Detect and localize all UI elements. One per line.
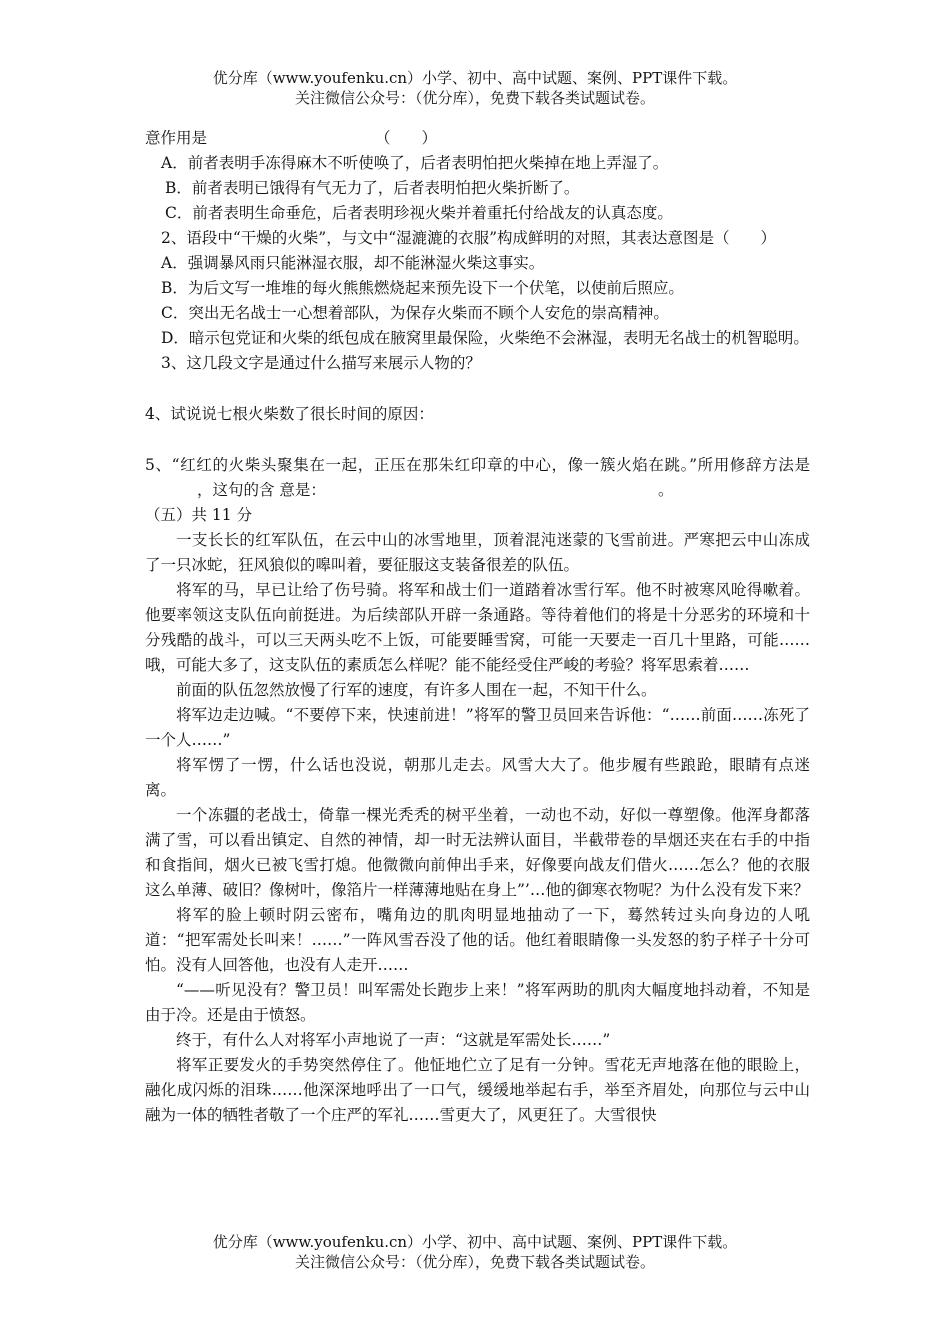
header-line-1: 优分库（www.youfenku.cn）小学、初中、高中试题、案例、PPT课件下载。 bbox=[212, 69, 738, 87]
page-header bbox=[0, 68, 950, 108]
section-5-title: （五）共 11 分 bbox=[145, 506, 253, 524]
q1-option-c: C．前者表明生命垂危，后者表明珍视火柴并着重托付给战友的认真态度。 bbox=[165, 204, 673, 222]
page-footer bbox=[0, 1232, 950, 1272]
passage-paragraph: 将军愣了一愣，什么话也没说，朝那儿走去。风雪大大了。他步履有些踉跄，眼睛有点迷离。 bbox=[145, 756, 810, 799]
footer-line-2: 关注微信公众号：（优分库），免费下载各类试题试卷。 bbox=[294, 1253, 655, 1271]
header-line-2: 关注微信公众号：（优分库），免费下载各类试题试卷。 bbox=[294, 89, 655, 107]
q1-option-a: A．前者表明手冻得麻木不听使唤了，后者表明怕把火柴掉在地上弄湿了。 bbox=[161, 154, 669, 172]
passage-paragraph: 将军的马，早已让给了伤号骑。将军和战士们一道踏着冰雪行军。他不时被寒风呛得嗽着。他要率领这支队伍向前挺进。为后续部队开辟一条通路。等待着他们的将是十分恶劣的环境和十分残酷的战斗，可以三天两头吃不上饭，可能要睡雪窝，可能一天要走一百几十里路，可能……哦，可能大多了，这支队伍的素质怎么样呢？能不能经受住严峻的考验？将军思索着…… bbox=[145, 581, 810, 674]
q5-stem: 5、“红红的火柴头聚集在一起，正压在那朱红印章的中心，像一簇火焰在跳。”所用修辞方法是，这句的含 意是： 。 bbox=[145, 456, 810, 499]
passage-paragraph: 终于，有什么人对将军小声地说了一声：“这就是军需处长……” bbox=[176, 1031, 611, 1049]
q2-option-a: A．强调暴风雨只能淋湿衣服，却不能淋湿火柴这事实。 bbox=[161, 254, 545, 272]
passage-paragraph: 将军正要发火的手势突然停住了。他怔地伫立了足有一分钟。雪花无声地落在他的眼睑上，融化成闪烁的泪珠……他深深地呼出了一口气，缓缓地举起右手，举至齐眉处，向那位与云中山融为一体的牺牲者敬了一个庄严的军礼……雪更大了，风更狂了。大雪很快 bbox=[145, 1056, 810, 1124]
q2-stem: 2、语段中“干燥的火柴”，与文中“湿漉漉的衣服”构成鲜明的对照，其表达意图是（ ） bbox=[161, 229, 777, 247]
q1-stem-end: 意作用是 （ ） bbox=[145, 129, 438, 147]
passage-paragraph: 将军边走边喊。“不要停下来，快速前进！”将军的警卫员回来告诉他：“……前面……冻死了一个人……” bbox=[145, 706, 810, 749]
passage-paragraph: 将军的脸上顿时阴云密布，嘴角边的肌肉明显地抽动了一下，蓦然转过头向身边的人吼道：“把军需处长叫来！……”一阵风雪吞没了他的话。他红着眼睛像一头发怒的豹子样子十分可怕。没有人回答他，也没有人走开…… bbox=[145, 906, 810, 974]
passage-paragraph: 一支长长的红军队伍，在云中山的冰雪地里，顶着混沌迷蒙的飞雪前进。严寒把云中山冻成了一只冰蛇，狂风狼似的嗥叫着，要征服这支装备很差的队伍。 bbox=[145, 531, 810, 574]
q3-stem: 3、这几段文字是通过什么描写来展示人物的？ bbox=[161, 354, 481, 372]
footer-line-1: 优分库（www.youfenku.cn）小学、初中、高中试题、案例、PPT课件下载。 bbox=[212, 1233, 738, 1251]
q2-option-d: D．暗示包党证和火柴的纸包成在腋窝里最保险，火柴绝不会淋湿，表明无名战士的机智聪明。 bbox=[161, 329, 809, 347]
q2-option-b: B．为后文写一堆堆的每火熊熊燃烧起来预先设下一个伏笔，以使前后照应。 bbox=[161, 279, 684, 297]
q1-option-b: B．前者表明已饿得有气无力了，后者表明怕把火柴折断了。 bbox=[165, 179, 580, 197]
q1-answer-paren: （ ） bbox=[375, 129, 438, 147]
passage-paragraph: 前面的队伍忽然放慢了行军的速度，有许多人围在一起，不知干什么。 bbox=[176, 681, 657, 699]
q4-stem: 4、试说说七根火柴数了很长时间的原因： bbox=[145, 405, 434, 423]
document-body bbox=[145, 126, 810, 1128]
q2-option-c: C．突出无名战士一心想着部队，为保存火柴而不顾个人安危的崇高精神。 bbox=[161, 304, 669, 322]
passage-paragraph: 一个冻疆的老战士，倚靠一棵光秃秃的树平坐着，一动也不动，好似一尊塑像。他浑身都落满了雪，可以看出镇定、自然的神情，却一时无法辨认面目，半截带卷的旱烟还夹在右手的中指和食指间，烟火已被飞雪打熄。他微微向前伸出手来，好像要向战友们借火……怎么？他的衣服这么单薄、破旧？像树叶，像箔片一样薄薄地贴在身上”’…他的御寒衣物呢？为什么没有发下来？ bbox=[145, 806, 810, 899]
passage-paragraph: “——听见没有？警卫员！叫军需处长跑步上来！”将军两助的肌肉大幅度地抖动着，不知是由于冷。还是由于愤怒。 bbox=[145, 981, 810, 1024]
